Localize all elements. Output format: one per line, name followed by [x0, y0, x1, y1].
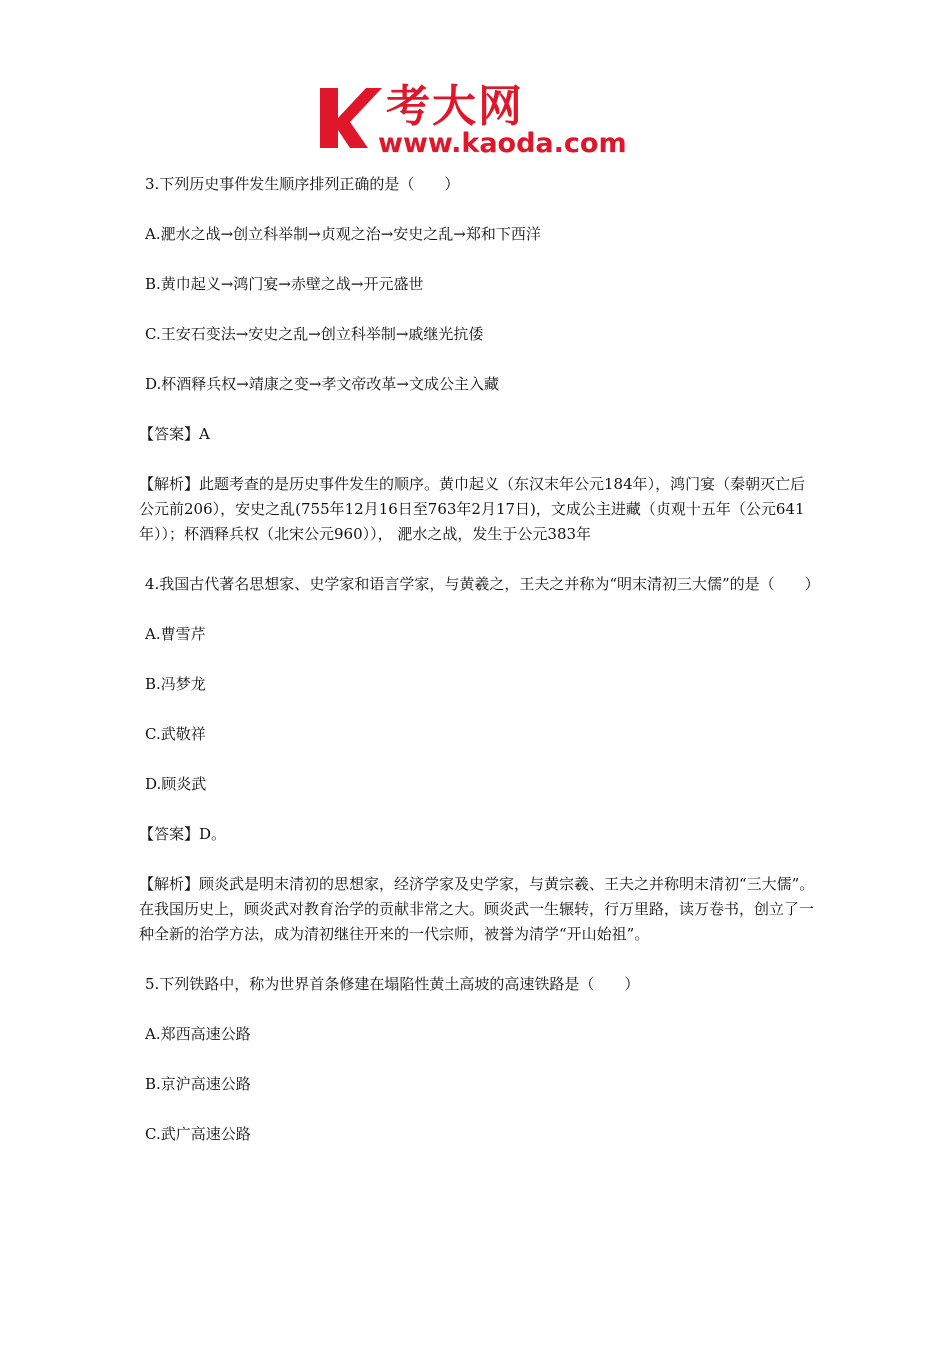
- question-3-option-a: A.淝水之战→创立科举制→贞观之治→安史之乱→郑和下西洋: [145, 225, 541, 243]
- question-3-answer: 【答案】A: [139, 425, 210, 443]
- question-4-option-a: A.曹雪芹: [145, 625, 206, 643]
- logo-k-mark-icon: [316, 82, 384, 154]
- question-3-option-d: D.杯酒释兵权→靖康之变→孝文帝改革→文成公主入藏: [145, 375, 499, 393]
- document-body: [139, 172, 820, 1172]
- question-4-option-b: B.冯梦龙: [145, 675, 206, 693]
- question-4-stem: 4.我国古代著名思想家、史学家和语言学家，与黄羲之，王夫之并称为“明末清初三大儒”的是（ ）: [145, 575, 820, 593]
- question-5-stem: 5.下列铁路中，称为世界首条修建在塌陷性黄土高坡的高速铁路是（ ）: [145, 975, 640, 993]
- logo-brand-text: 考大网: [386, 81, 524, 132]
- logo-url-text: www.kaoda.com: [378, 128, 627, 159]
- question-5-option-a: A.郑西高速公路: [145, 1025, 251, 1043]
- question-3-option-c: C.王安石变法→安史之乱→创立科举制→戚继光抗倭: [145, 325, 484, 343]
- question-3-stem: 3.下列历史事件发生顺序排列正确的是（ ）: [145, 175, 460, 193]
- question-5-option-c: C.武广高速公路: [145, 1125, 251, 1143]
- question-5-option-b: B.京沪高速公路: [145, 1075, 251, 1093]
- question-3-analysis: 【解析】此题考查的是历史事件发生的顺序。黄巾起义（东汉末年公元184年），鸿门宴（秦朝灭亡后公元前206），安史之乱(755年12月16日至763年2月17日)，文成公主进藏（贞观十五年（公元641年））；杯酒释兵权（北宋公元960））， 淝水之战，发生于公元383年: [139, 475, 806, 543]
- question-4-analysis: 【解析】顾炎武是明末清初的思想家，经济学家及史学家，与黄宗羲、王夫之并称明末清初“三大儒”。在我国历史上，顾炎武对教育治学的贡献非常之大。顾炎武一生辗转，行万里路，读万卷书，创立了一种全新的治学方法，成为清初继往开来的一代宗师，被誉为清学“开山始祖”。: [139, 875, 815, 943]
- question-4-answer: 【答案】D。: [139, 825, 227, 843]
- kaoda-logo: [316, 82, 646, 162]
- question-3-option-b: B.黄巾起义→鸿门宴→赤壁之战→开元盛世: [145, 275, 424, 293]
- question-4-option-d: D.顾炎武: [145, 775, 207, 793]
- question-4-option-c: C.武敬祥: [145, 725, 206, 743]
